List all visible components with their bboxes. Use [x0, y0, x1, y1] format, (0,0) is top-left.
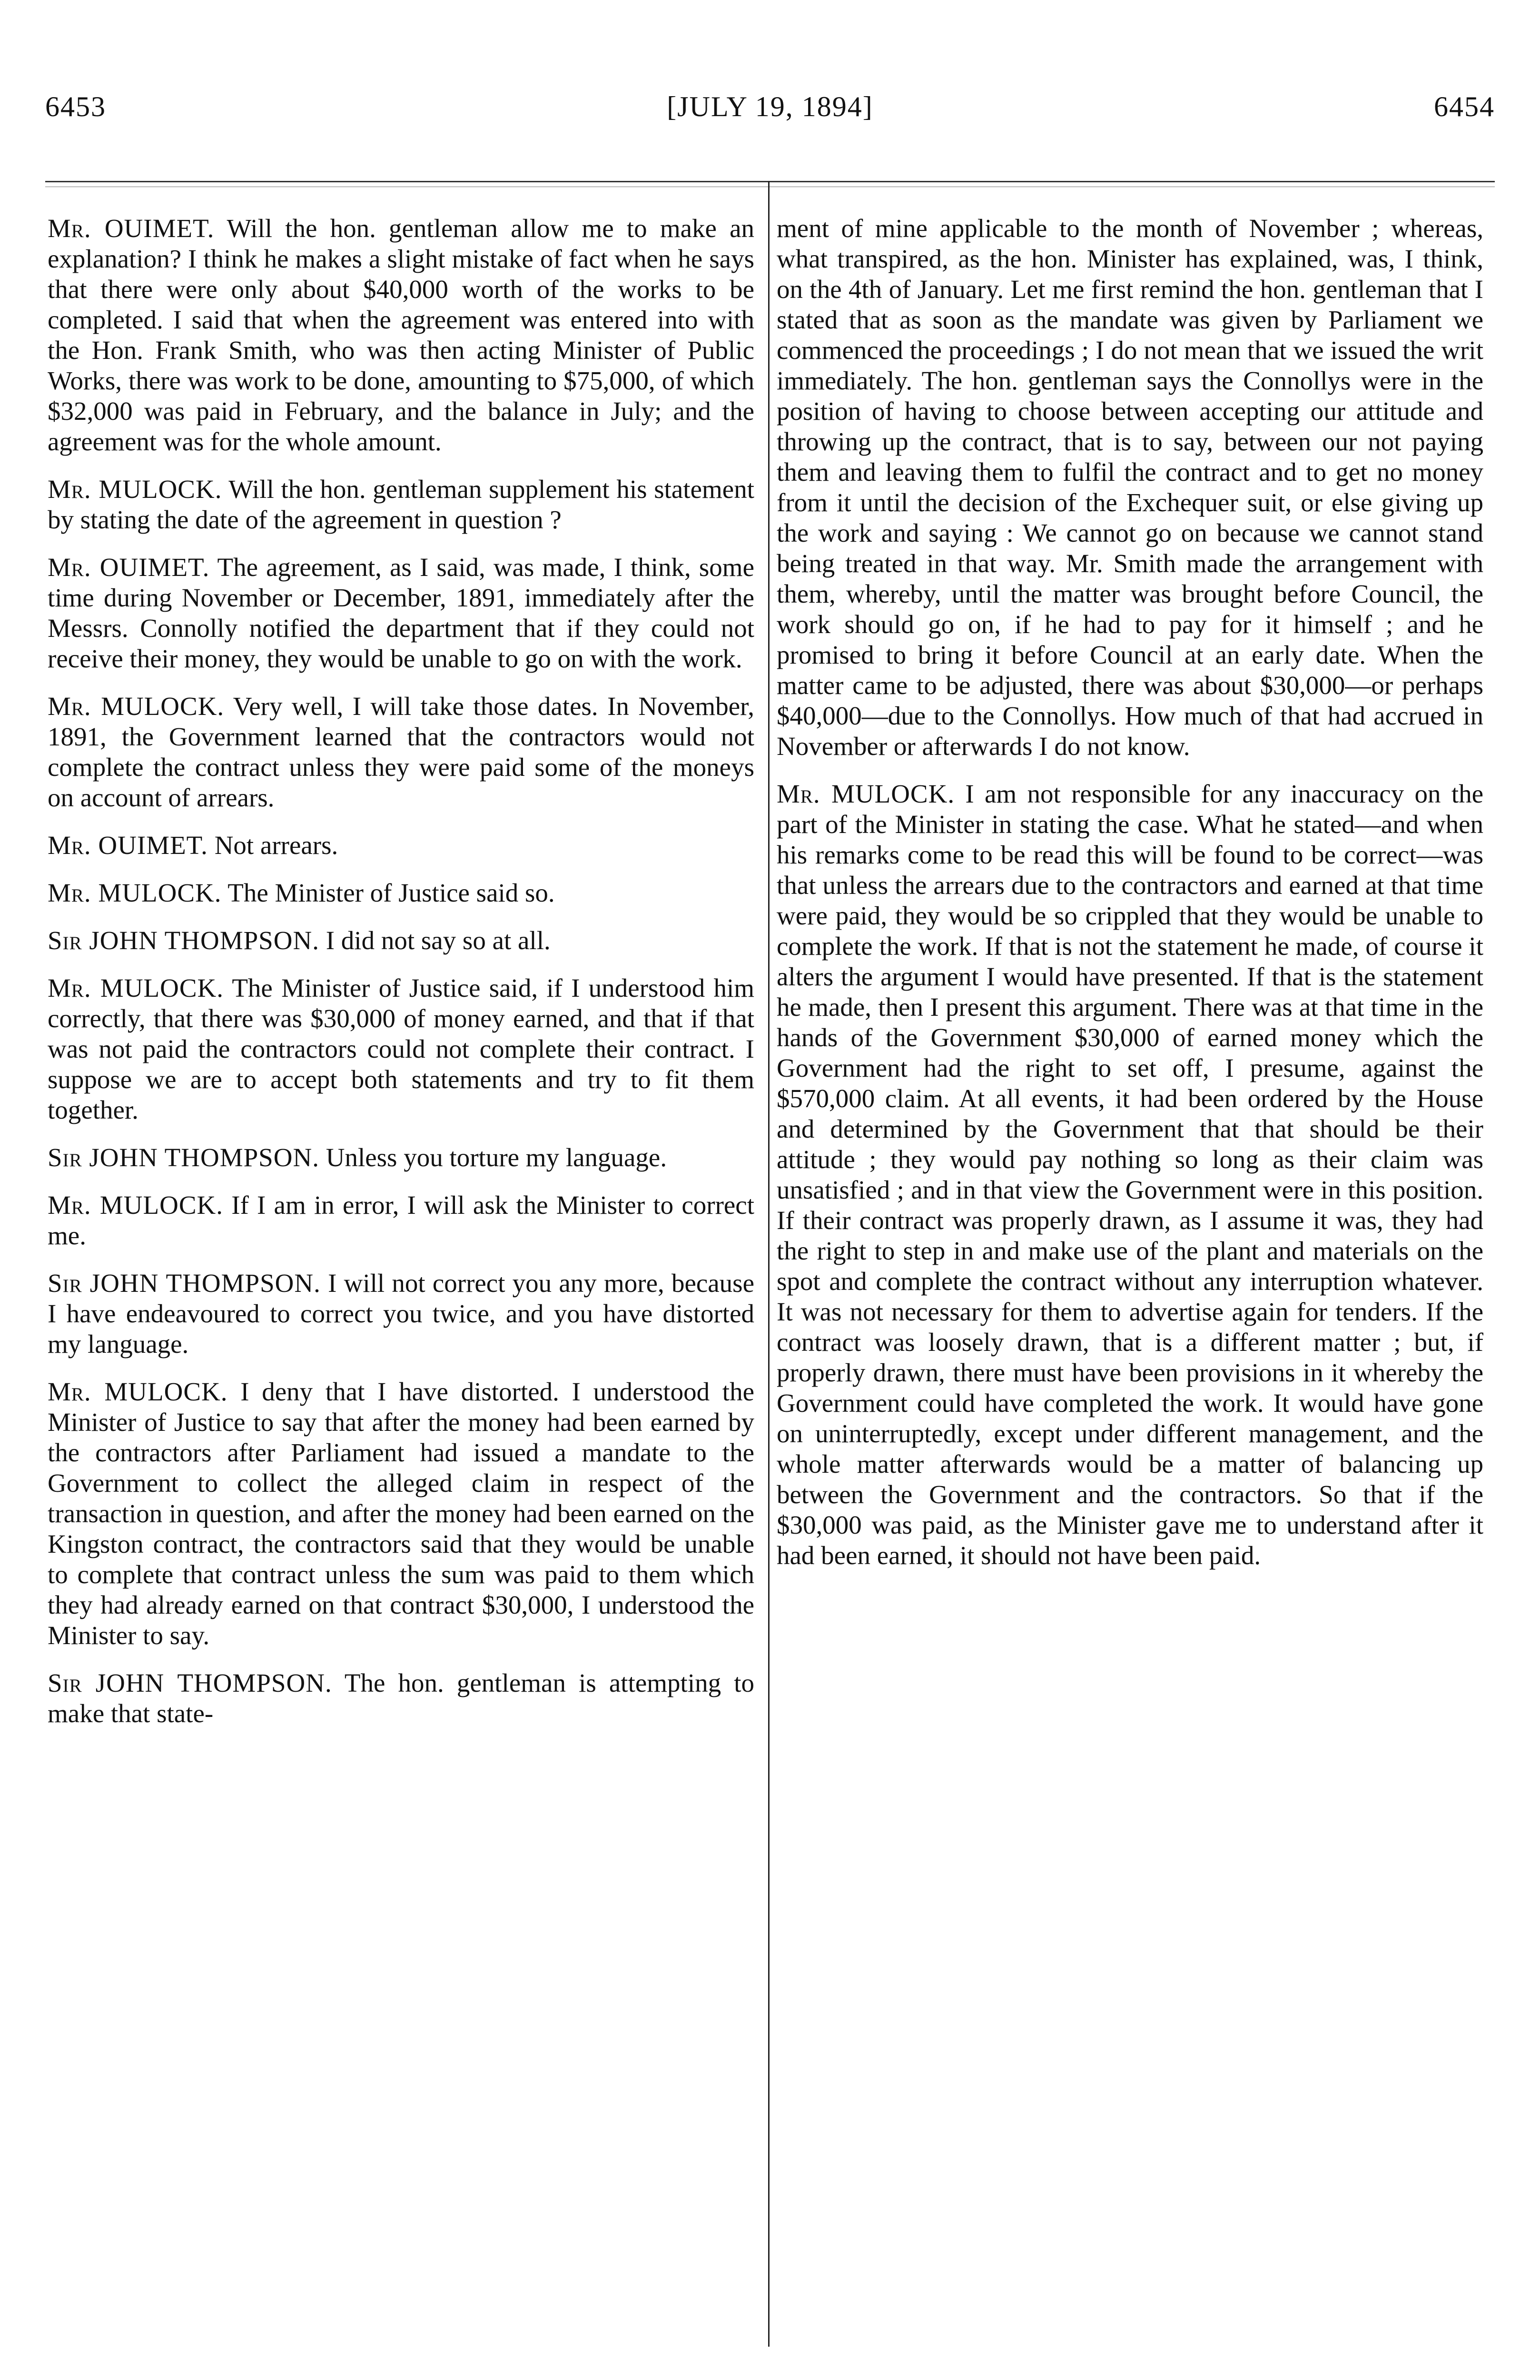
- speaker-name: Mr. MULOCK.: [48, 692, 225, 721]
- speech-paragraph: [48, 1142, 754, 1173]
- page-number-right: 6454: [1434, 91, 1495, 122]
- speaker-name: Sir JOHN THOMPSON.: [48, 1668, 332, 1697]
- speaker-name: Mr. MULOCK.: [48, 1190, 223, 1220]
- speech-paragraph: [48, 925, 754, 956]
- header-rule: [45, 181, 1495, 182]
- speaker-name: Mr. OUIMET.: [48, 553, 210, 582]
- speaker-name: Mr. OUIMET.: [48, 214, 215, 243]
- speech-paragraph: [48, 474, 754, 535]
- speaker-name: Mr. MULOCK.: [777, 779, 955, 808]
- speaker-name: Mr. MULOCK.: [48, 973, 224, 1002]
- speech-text: The hon. gentleman is attempting to make that state-: [48, 1668, 755, 1728]
- speech-paragraph: [48, 830, 754, 861]
- speech-text: I will not correct you any more, because I have endeavoured to correct you twice, and you have distorted my language.: [48, 1269, 755, 1359]
- speech-paragraph: [48, 691, 754, 813]
- left-column: [48, 213, 754, 1746]
- speaker-name: Mr. MULOCK.: [48, 475, 222, 504]
- speech-paragraph: [48, 973, 754, 1125]
- speech-text: ment of mine applicable to the month of November ; whereas, what transpired, as the hon. Minister has explained, was, I think, on the 4th of January. Let me first remind the hon. gentleman that I stated that as soon as the mandate was given by Parliament we commenced the proceedings ; I do not mean that we issued the writ immediately. The hon. gentleman says the Connollys were in the position of having to choose between accepting our attitude and throwing up the contract, that is to say, between our not paying them and leaving them to fulfil the contract and to get no money from it until the decision of the Exchequer suit, or else giving up the work and saying : We cannot go on because we cannot stand being treated in that way. Mr. Smith made the arrangement with them, whereby, until the matter was brought before Council, the work should go on, if he had to pay for it himself ; and he promised to bring it before Council at an early date. When the matter came to be adjusted, there was about $30,000—or perhaps $40,000—due to the Connollys. How much of that had accrued in November or afterwards I do not know.: [777, 214, 1483, 761]
- speech-paragraph: [48, 878, 754, 908]
- page-header: [45, 90, 1495, 133]
- speech-text: Will the hon. gentleman supplement his statement by stating the date of the agreement in question ?: [48, 475, 754, 534]
- speech-paragraph: [777, 779, 1483, 1571]
- speech-text: The Minister of Justice said so.: [227, 878, 555, 907]
- speech-paragraph: [48, 1268, 754, 1359]
- speech-text: Unless you torture my language.: [326, 1143, 667, 1172]
- speech-paragraph: [48, 213, 754, 457]
- page-number-left: 6453: [45, 91, 106, 122]
- speech-text: The Minister of Justice said, if I understood him correctly, that there was $30,000 of money earned, and that if that was not paid the contractors could not complete their contract. I suppose we are to accept both statements and try to fit them together.: [48, 973, 755, 1124]
- speaker-name: Sir JOHN THOMPSON.: [48, 926, 319, 955]
- speech-text: I am not responsible for any inaccuracy on the part of the Minister in stating the case. What he stated—and when his remarks come to be read this will be found to be correct—was that unless the arrears due to the contractors and earned at that time were paid, they would be so crippled that they would be unable to complete the work. If that is not the statement he made, of course it alters the argument I would have presented. If that is the statement he made, then I present this argument. There was at that time in the hands of the Government $30,000 of earned money which the Government had the right to set off, I presume, against the $570,000 claim. At all events, it had been ordered by the House and determined by the Government that that should be their attitude ; they would pay nothing so long as their claim was unsatisfied ; and in that view the Government were in this position. If their contract was properly drawn, as I assume it was, they had the right to step in and make use of the plant and materials on the spot and complete the contract without any interruption whatever. It was not necessary for them to advertise again for tenders. If the contract was loosely drawn, that is a different matter ; but, if properly drawn, there must have been provisions in it whereby the Government could have completed the work. It would have gone on uninterruptedly, except under different management, and the whole matter afterwards would be a matter of balancing up between the Government and the contractors. So that if the $30,000 was paid, as the Minister gave me to understand after it had been earned, it should not have been paid.: [777, 779, 1484, 1570]
- speech-text: Not arrears.: [214, 831, 338, 860]
- speaker-name: Mr. OUIMET.: [48, 831, 208, 860]
- page-date: [JULY 19, 1894]: [667, 91, 873, 122]
- speaker-name: Mr. MULOCK.: [48, 1377, 228, 1406]
- right-column: [777, 213, 1483, 1588]
- speech-paragraph: [48, 1190, 754, 1251]
- speaker-name: Sir JOHN THOMPSON.: [48, 1269, 321, 1298]
- speech-text: I did not say so at all.: [326, 926, 551, 955]
- speech-text: The agreement, as I said, was made, I think, some time during November or December, 1891, immediately after the Messrs. Connolly notified the department that if they could not receive their money, they would be unable to go on with the work.: [48, 553, 755, 673]
- speaker-name: Sir JOHN THOMPSON.: [48, 1143, 319, 1172]
- speech-text: I deny that I have distorted. I understood the Minister of Justice to say that after the money had been earned by the contractors after Parliament had issued a mandate to the Government to collect the alleged claim in respect of the transaction in question, and after the money had been earned on the Kingston contract, the contractors said that they would be unable to complete that contract unless the sum was paid to them which they had already earned on that contract $30,000, I understood the Minister to say.: [48, 1377, 755, 1650]
- speech-paragraph: [48, 1668, 754, 1729]
- speech-paragraph: [48, 1377, 754, 1651]
- speech-paragraph: [48, 552, 754, 674]
- speech-text: Very well, I will take those dates. In November, 1891, the Government learned that the contractors would not complete the contract unless they were paid some of the moneys on account of arrears.: [48, 692, 754, 812]
- speech-paragraph-continued: [777, 213, 1483, 762]
- speech-text: If I am in error, I will ask the Minister to correct me.: [48, 1190, 755, 1250]
- speech-text: Will the hon. gentleman allow me to make an explanation? I think he makes a slight mistake of fact when he says that there were only about $40,000 worth of the works to be completed. I said that when the agreement was entered into with the Hon. Frank Smith, who was then acting Minister of Public Works, there was work to be done, amounting to $75,000, of which $32,000 was paid in February, and the balance in July; and the agreement was for the whole amount.: [48, 214, 754, 456]
- column-divider: [768, 181, 770, 2347]
- speaker-name: Mr. MULOCK.: [48, 878, 222, 907]
